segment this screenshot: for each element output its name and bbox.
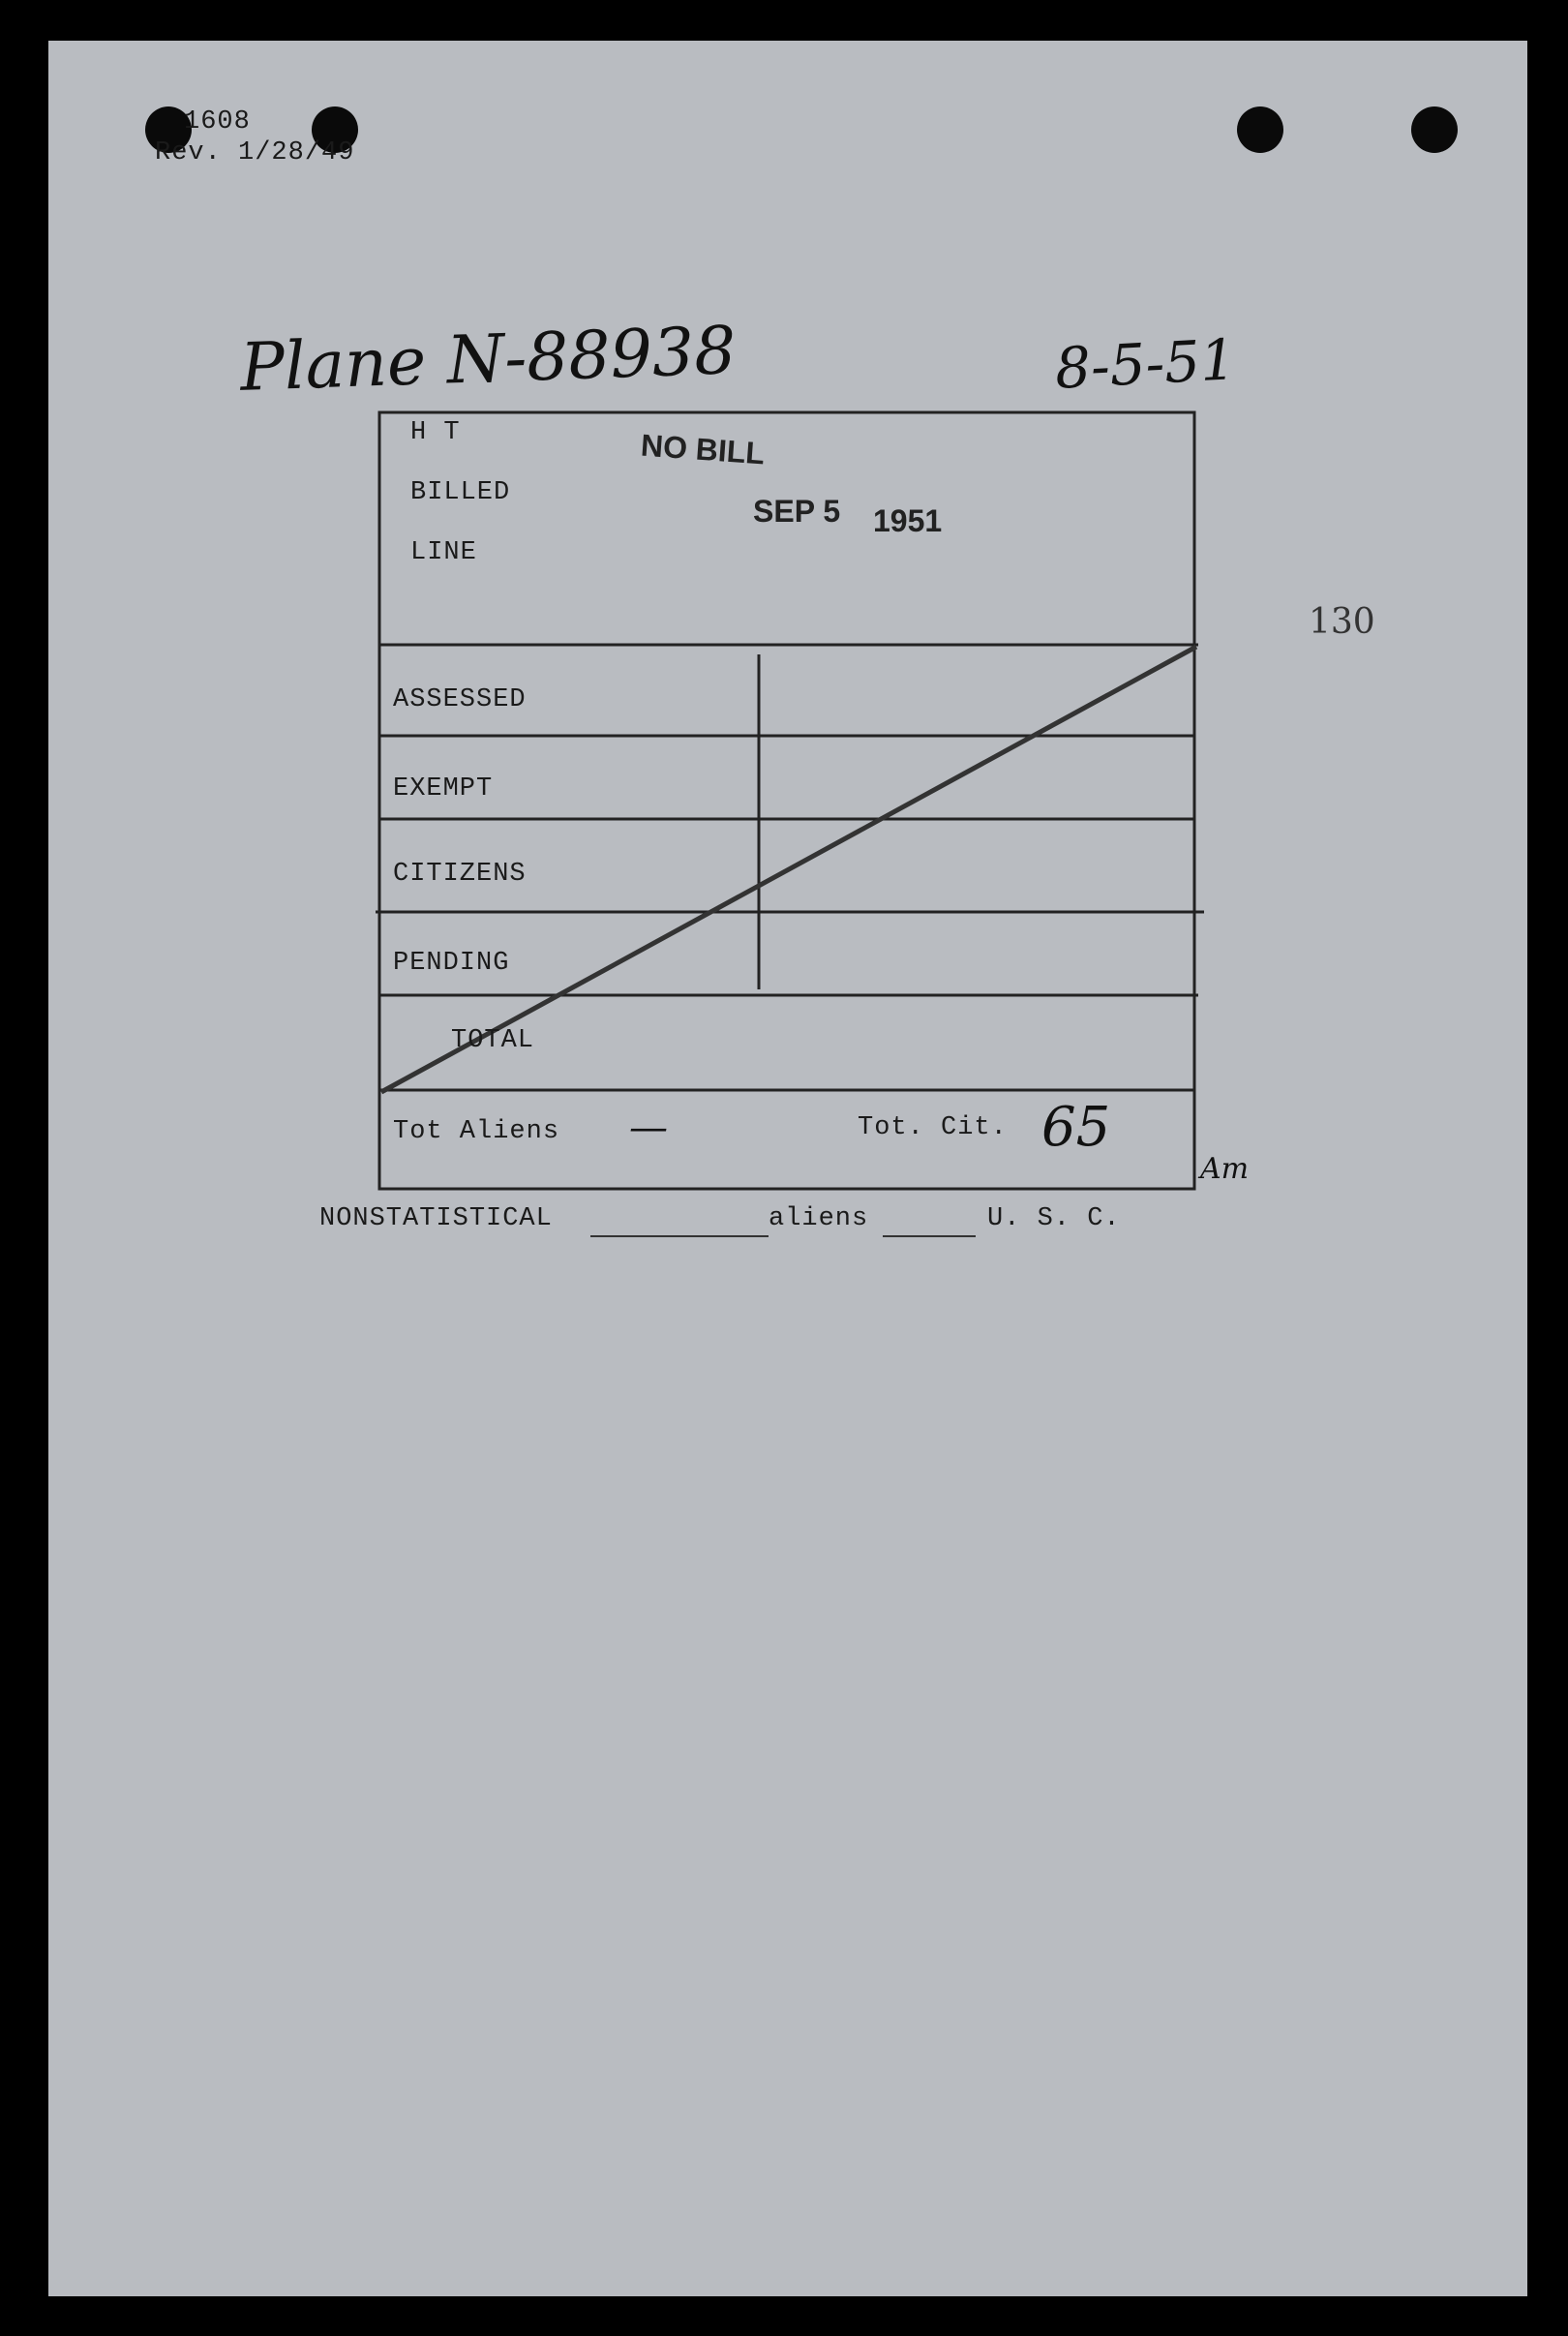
stamp-year: 1951: [873, 503, 943, 538]
footer-aliens: aliens: [769, 1204, 869, 1233]
tot-cit-label: Tot. Cit.: [858, 1113, 1008, 1142]
tot-cit-handwritten: 65: [1041, 1096, 1111, 1159]
label-billed: BILLED: [410, 478, 511, 507]
tot-aliens-label: Tot Aliens: [393, 1117, 560, 1146]
date-handwritten: 8-5-51: [1053, 326, 1238, 402]
footer-usc: U. S. C.: [987, 1204, 1121, 1233]
stamp-no-bill: NO BILL: [639, 427, 767, 471]
footer-nonstatistical: NONSTATISTICAL: [319, 1204, 553, 1233]
label-ht: H T: [410, 418, 461, 447]
tot-aliens-dash: —: [629, 1106, 668, 1150]
form-grid: [48, 41, 1527, 2296]
initials-handwritten: Am: [1200, 1152, 1250, 1186]
row-total: TOTAL: [451, 1026, 535, 1055]
plane-number-handwritten: Plane N-88938: [238, 313, 738, 407]
document-page: [48, 41, 1527, 2296]
label-line: LINE: [410, 538, 477, 567]
blank-line: [590, 1235, 769, 1237]
row-exempt: EXEMPT: [393, 774, 494, 804]
row-citizens: CITIZENS: [393, 860, 527, 889]
row-pending: PENDING: [393, 949, 510, 978]
form-number: 1608: [184, 107, 251, 137]
form-revision: Rev. 1/28/49: [155, 138, 355, 167]
stamp-date: SEP 5: [753, 494, 841, 529]
page-number: 130: [1309, 602, 1375, 642]
row-assessed: ASSESSED: [393, 685, 527, 714]
blank-line: [883, 1235, 976, 1237]
